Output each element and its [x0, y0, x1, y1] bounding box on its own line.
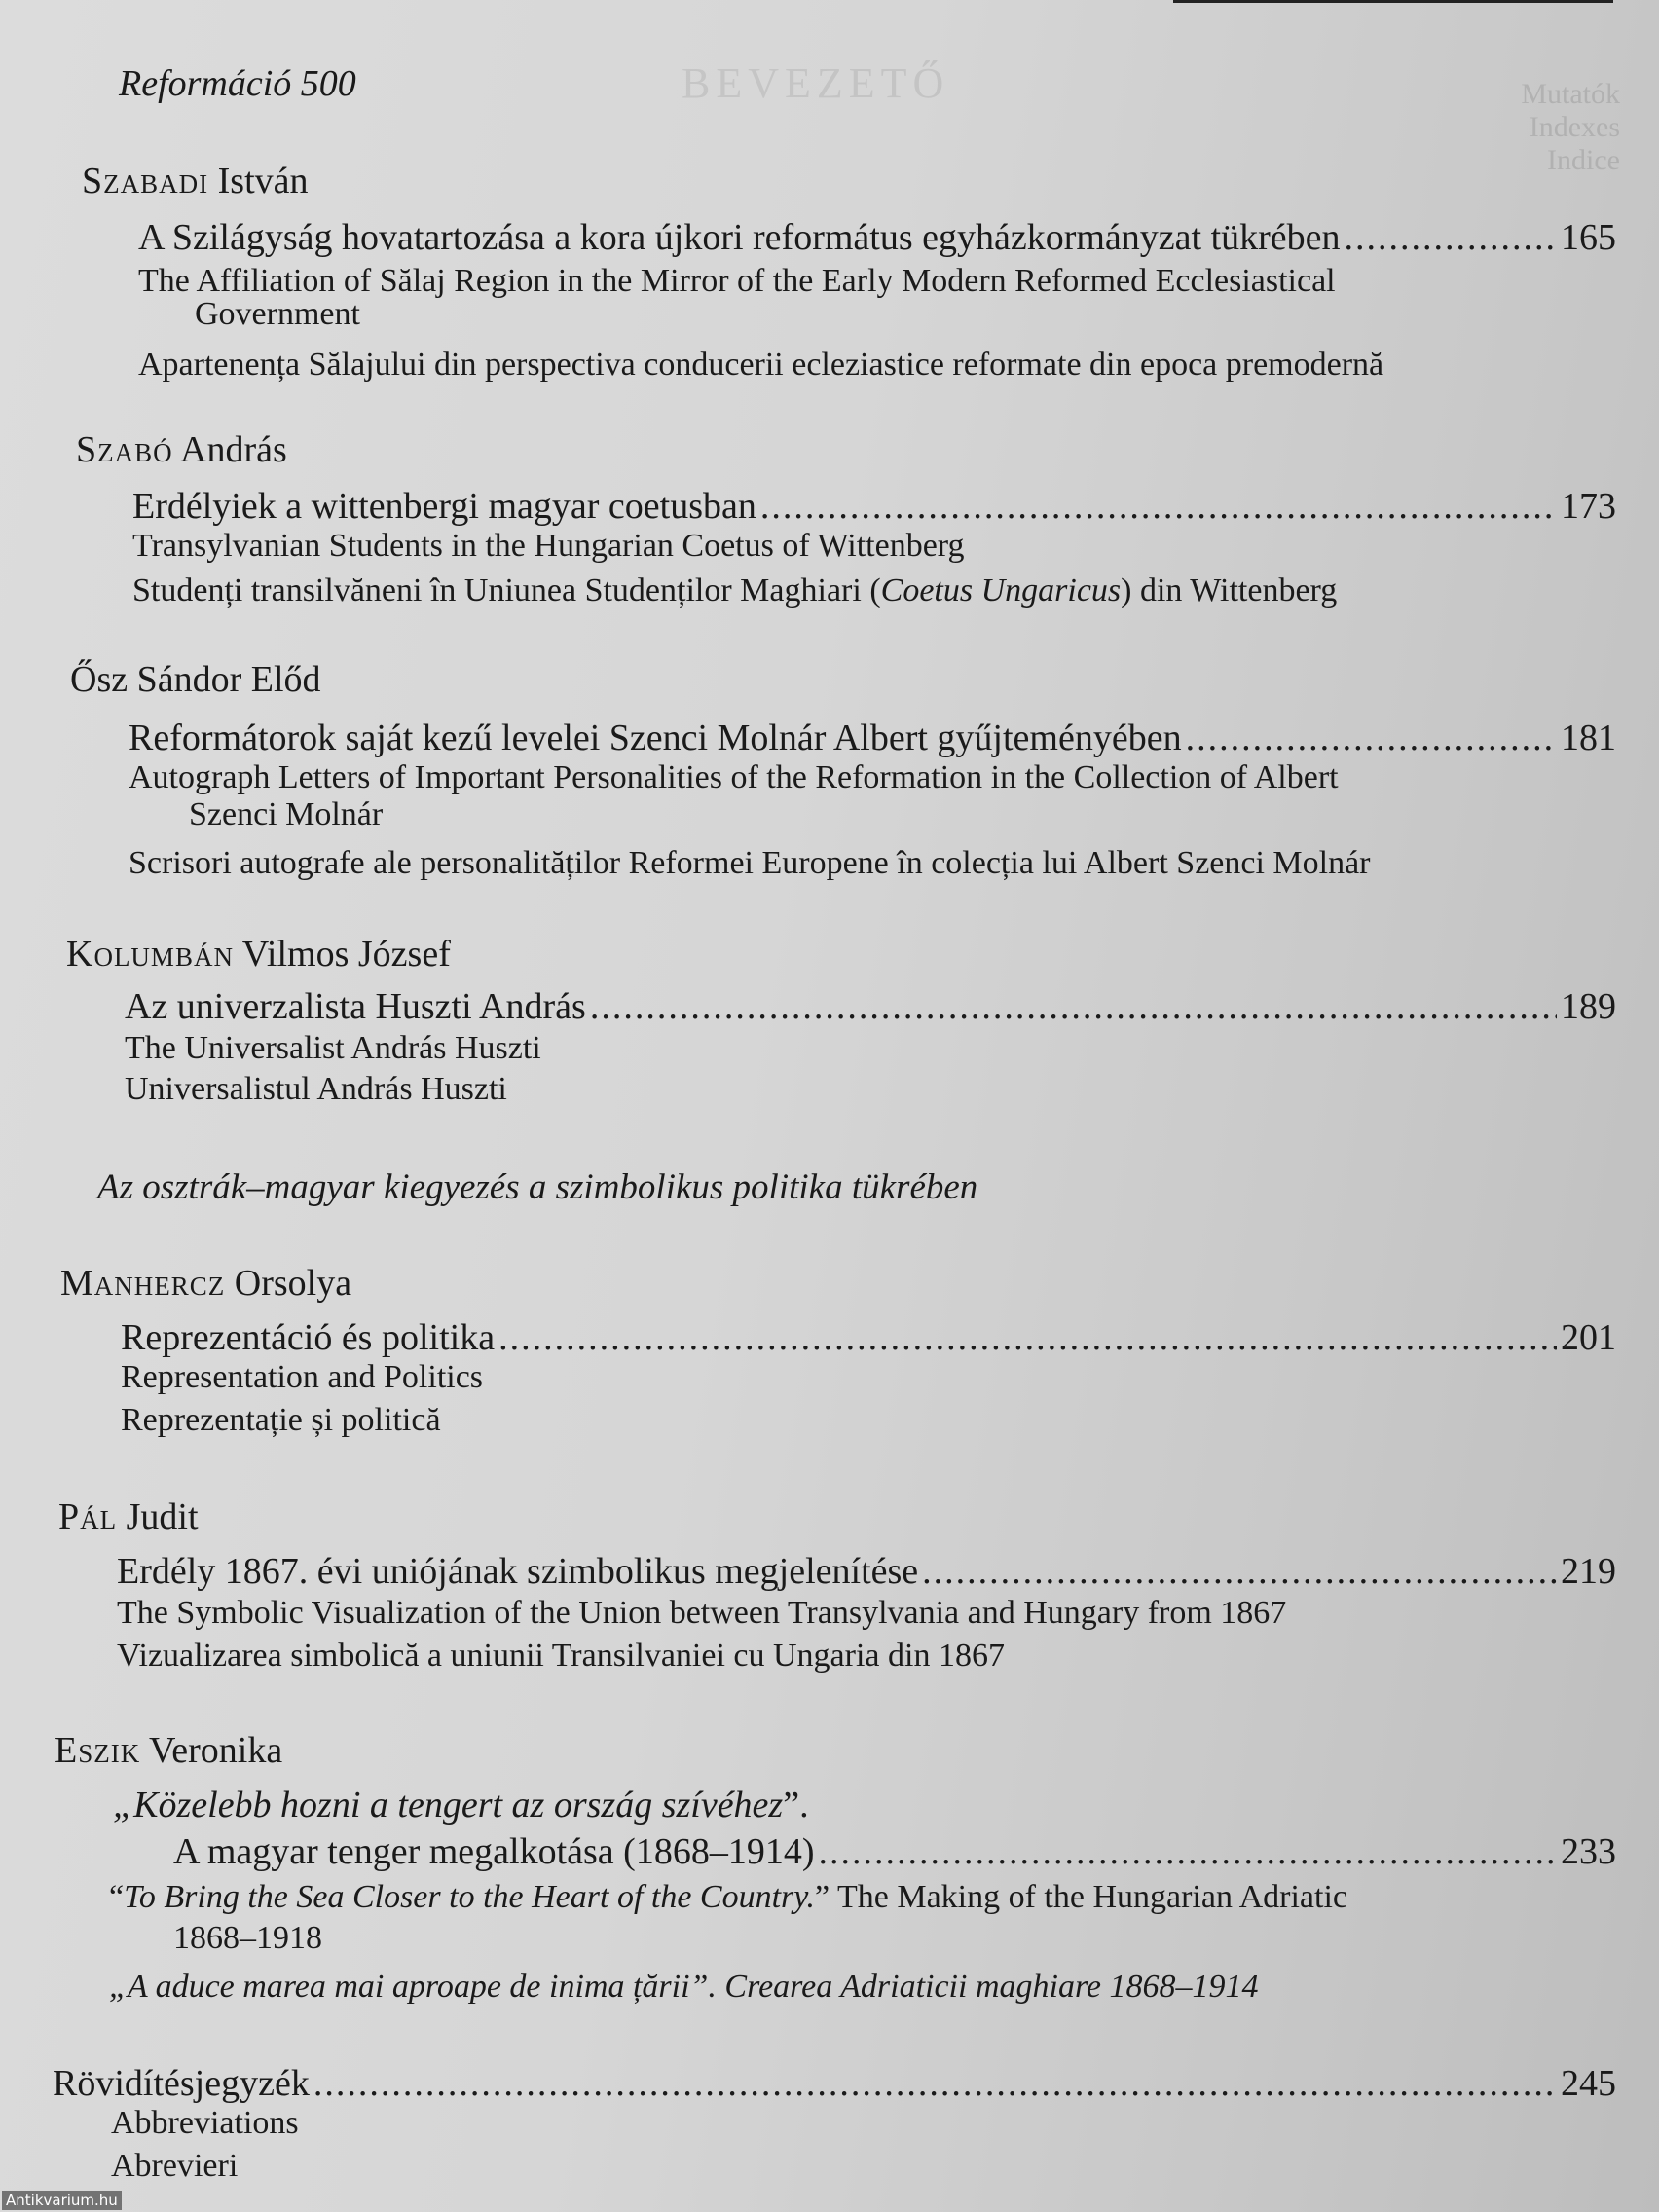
ro-part: ) din Wittenberg — [1121, 572, 1338, 608]
watermark: Antikvarium.hu — [2, 2191, 122, 2210]
ro-part: Studenți transilvăneni în Uniunea Studenților Maghiari ( — [132, 572, 881, 608]
entry-romanian-title: „A aduce marea mai aproape de inima țării”. Crearea Adriaticii maghiare 1868–1914 — [109, 1969, 1259, 2005]
author-name — [66, 933, 451, 976]
toc-entry-title[interactable] — [121, 1316, 1616, 1359]
entry-english-title-cont: Government — [195, 296, 360, 332]
page-number: 233 — [1561, 1831, 1616, 1872]
leader-dots — [313, 2062, 1557, 2105]
entry-title: Rövidítésjegyzék — [53, 2063, 310, 2104]
entry-english-title: The Symbolic Visualization of the Union between Transylvania and Hungary from 1867 — [117, 1595, 1287, 1631]
entry-romanian-title: Reprezentație și politică — [121, 1402, 441, 1438]
en-quote-open: “ — [109, 1879, 125, 1915]
top-rule — [1173, 0, 1613, 3]
page-number: 165 — [1561, 217, 1616, 258]
author-name — [55, 1729, 282, 1772]
section-title: Az osztrák–magyar kiegyezés a szimbolikus politika tükrében — [97, 1167, 978, 1207]
author-surname: Kolumbán — [66, 934, 234, 975]
bleed-through-line: Indice — [1547, 144, 1620, 176]
bleed-through-heading: BEVEZETŐ — [682, 59, 950, 107]
author-name — [76, 428, 287, 471]
author-surname: Szabadi — [82, 161, 209, 202]
entry-title: Az univerzalista Huszti András — [125, 986, 586, 1027]
author-given: Vilmos József — [233, 934, 451, 975]
entry-romanian-title: Apartenența Sălajului din perspectiva conducerii ecleziastice reformate din epoca premodernă — [138, 347, 1384, 383]
leader-dots — [760, 485, 1557, 528]
author-surname: Pál — [58, 1496, 118, 1537]
entry-english-title: Transylvanian Students in the Hungarian Coetus of Wittenberg — [132, 528, 965, 564]
en-rest: ” The Making of the Hungarian Adriatic — [815, 1879, 1347, 1915]
author-name — [82, 160, 309, 203]
leader-dots — [818, 1830, 1557, 1873]
author-surname: Szabó — [76, 429, 173, 470]
entry-english-title: The Affiliation of Sălaj Region in the Mirror of the Early Modern Reformed Ecclesiastical — [138, 263, 1336, 299]
entry-title: A magyar tenger megalkotása (1868–1914) — [173, 1831, 815, 1872]
author-given: István — [208, 161, 309, 202]
running-head: Reformáció 500 — [119, 63, 356, 104]
page-number: 245 — [1561, 2063, 1616, 2104]
bleed-through-side — [1521, 78, 1620, 177]
author-name — [60, 1262, 351, 1305]
toc-entry-title[interactable] — [129, 717, 1616, 759]
entry-romanian-title: Scrisori autografe ale personalităților Reformei Europene în colecția lui Albert Szenci Molnár — [129, 845, 1371, 881]
entry-english-title-cont: 1868–1918 — [173, 1920, 322, 1956]
entry-english-title: Autograph Letters of Important Personalities of the Reformation in the Collection of Albert — [129, 759, 1339, 795]
entry-romanian-title: Abrevieri — [111, 2148, 239, 2184]
entry-title-italic-end: ”. — [783, 1785, 809, 1825]
leader-dots — [922, 1550, 1557, 1593]
bleed-through-line: Indexes — [1529, 111, 1620, 143]
leader-dots — [1345, 216, 1557, 259]
entry-romanian-title: Vizualizarea simbolică a uniunii Transilvaniei cu Ungaria din 1867 — [117, 1638, 1005, 1674]
entry-english-title: Representation and Politics — [121, 1359, 484, 1395]
entry-title-first-line — [113, 1784, 809, 1826]
author-surname: Eszik — [55, 1730, 141, 1771]
entry-title: Erdélyiek a wittenbergi magyar coetusban — [132, 486, 756, 527]
entry-english-title: Abbreviations — [111, 2105, 299, 2141]
author-given: Orsolya — [225, 1263, 352, 1304]
author-given: Veronika — [140, 1730, 283, 1771]
entry-english-title: The Universalist András Huszti — [125, 1030, 541, 1066]
toc-entry-title[interactable] — [132, 485, 1616, 528]
ro-italic: Coetus Ungaricus — [880, 572, 1122, 608]
toc-entry-title[interactable] — [117, 1550, 1616, 1593]
page-number: 181 — [1561, 718, 1616, 758]
page-number: 219 — [1561, 1551, 1616, 1592]
entry-title-italic: „Közelebb hozni a tengert az ország szívéhez — [113, 1785, 784, 1825]
entry-title: A Szilágyság hovatartozása a kora újkori református egyházkormányzat tükrében — [138, 217, 1341, 258]
en-italic: To Bring the Sea Closer to the Heart of the Country. — [124, 1879, 815, 1915]
toc-entry-abbreviations[interactable] — [53, 2062, 1616, 2105]
entry-romanian-title: Universalistul András Huszti — [125, 1071, 507, 1107]
entry-title: Reprezentáció és politika — [121, 1317, 496, 1358]
entry-romanian-title — [132, 572, 1337, 609]
leader-dots — [590, 985, 1557, 1028]
bleed-through-line: Mutatók — [1521, 78, 1620, 110]
entry-english-title-cont: Szenci Molnár — [189, 796, 384, 832]
toc-entry-title[interactable] — [138, 216, 1616, 259]
entry-title: Erdély 1867. évi uniójának szimbolikus megjelenítése — [117, 1551, 919, 1592]
page-number: 173 — [1561, 486, 1616, 527]
entry-english-title — [109, 1879, 1347, 1916]
author-name: Ősz Sándor Előd — [70, 659, 321, 700]
toc-entry-title[interactable] — [173, 1830, 1616, 1873]
author-given: András — [172, 429, 287, 470]
entry-title: Reformátorok saját kezű levelei Szenci Molnár Albert gyűjteményében — [129, 718, 1182, 758]
leader-dots — [1186, 717, 1557, 759]
author-given: Judit — [117, 1496, 199, 1537]
page-number: 189 — [1561, 986, 1616, 1027]
leader-dots — [498, 1316, 1557, 1359]
author-surname: Manhercz — [60, 1263, 226, 1304]
page-number: 201 — [1561, 1317, 1616, 1358]
author-name — [58, 1495, 199, 1538]
toc-entry-title[interactable] — [125, 985, 1616, 1028]
